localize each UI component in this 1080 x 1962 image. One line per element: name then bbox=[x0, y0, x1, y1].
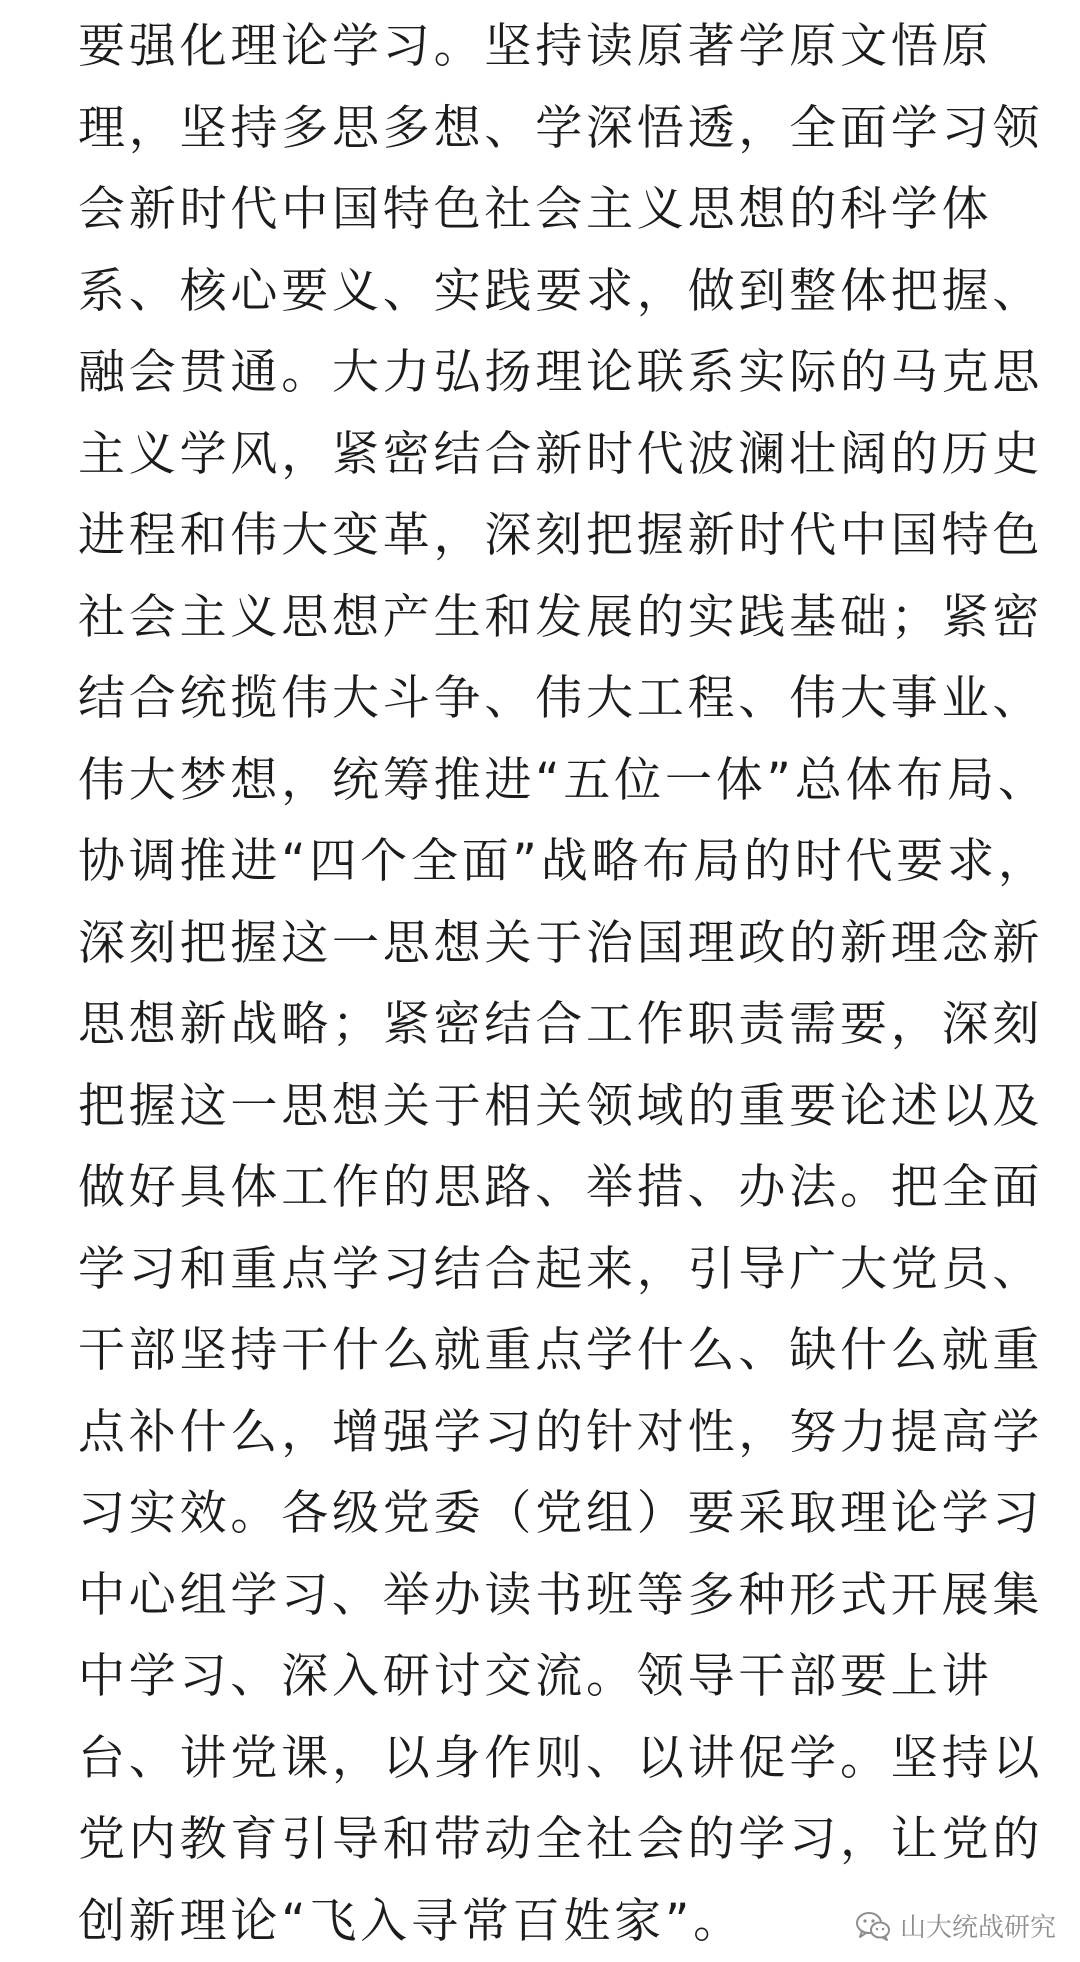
article-line: 中心组学习、举办读书班等多种形式开展集 bbox=[78, 1555, 1018, 1637]
article-line: 会新时代中国特色社会主义思想的科学体 bbox=[78, 169, 1018, 251]
article-line: 融会贯通。大力弘扬理论联系实际的马克思 bbox=[78, 332, 1018, 414]
article-line: 深刻把握这一思想关于治国理政的新理念新 bbox=[78, 903, 1018, 985]
article-line: 点补什么，增强学习的针对性，努力提高学 bbox=[78, 1392, 1018, 1474]
article-line: 干部坚持干什么就重点学什么、缺什么就重 bbox=[78, 1310, 1018, 1392]
article-line: 协调推进“四个全面”战略布局的时代要求， bbox=[78, 821, 1018, 903]
article-line: 进程和伟大变革，深刻把握新时代中国特色 bbox=[78, 495, 1018, 577]
article-line: 思想新战略；紧密结合工作职责需要，深刻 bbox=[78, 984, 1018, 1066]
article-line: 系、核心要义、实践要求，做到整体把握、 bbox=[78, 251, 1018, 333]
article-line: 把握这一思想关于相关领域的重要论述以及 bbox=[78, 1066, 1018, 1148]
wechat-icon bbox=[854, 1909, 892, 1943]
article-line: 要强化理论学习。坚持读原著学原文悟原 bbox=[78, 6, 1018, 88]
article-line: 理，坚持多思多想、学深悟透，全面学习领 bbox=[78, 88, 1018, 170]
article-line: 社会主义思想产生和发展的实践基础；紧密 bbox=[78, 577, 1018, 659]
article-line: 学习和重点学习结合起来，引导广大党员、 bbox=[78, 1229, 1018, 1311]
watermark bbox=[854, 1907, 1056, 1944]
article-line: 台、讲党课，以身作则、以讲促学。坚持以 bbox=[78, 1718, 1018, 1800]
article-line: 伟大梦想，统筹推进“五位一体”总体布局、 bbox=[78, 740, 1018, 822]
article-body bbox=[78, 6, 1018, 1962]
article-line: 习实效。各级党委（党组）要采取理论学习 bbox=[78, 1473, 1018, 1555]
article-line: 主义学风，紧密结合新时代波澜壮阔的历史 bbox=[78, 414, 1018, 496]
article-line: 中学习、深入研讨交流。领导干部要上讲 bbox=[78, 1636, 1018, 1718]
watermark-text: 山大统战研究 bbox=[900, 1907, 1056, 1944]
article-line: 创新理论“飞入寻常百姓家”。 bbox=[78, 1881, 1018, 1962]
article-line: 做好具体工作的思路、举措、办法。把全面 bbox=[78, 1147, 1018, 1229]
article-line: 党内教育引导和带动全社会的学习，让党的 bbox=[78, 1799, 1018, 1881]
article-line: 结合统揽伟大斗争、伟大工程、伟大事业、 bbox=[78, 658, 1018, 740]
